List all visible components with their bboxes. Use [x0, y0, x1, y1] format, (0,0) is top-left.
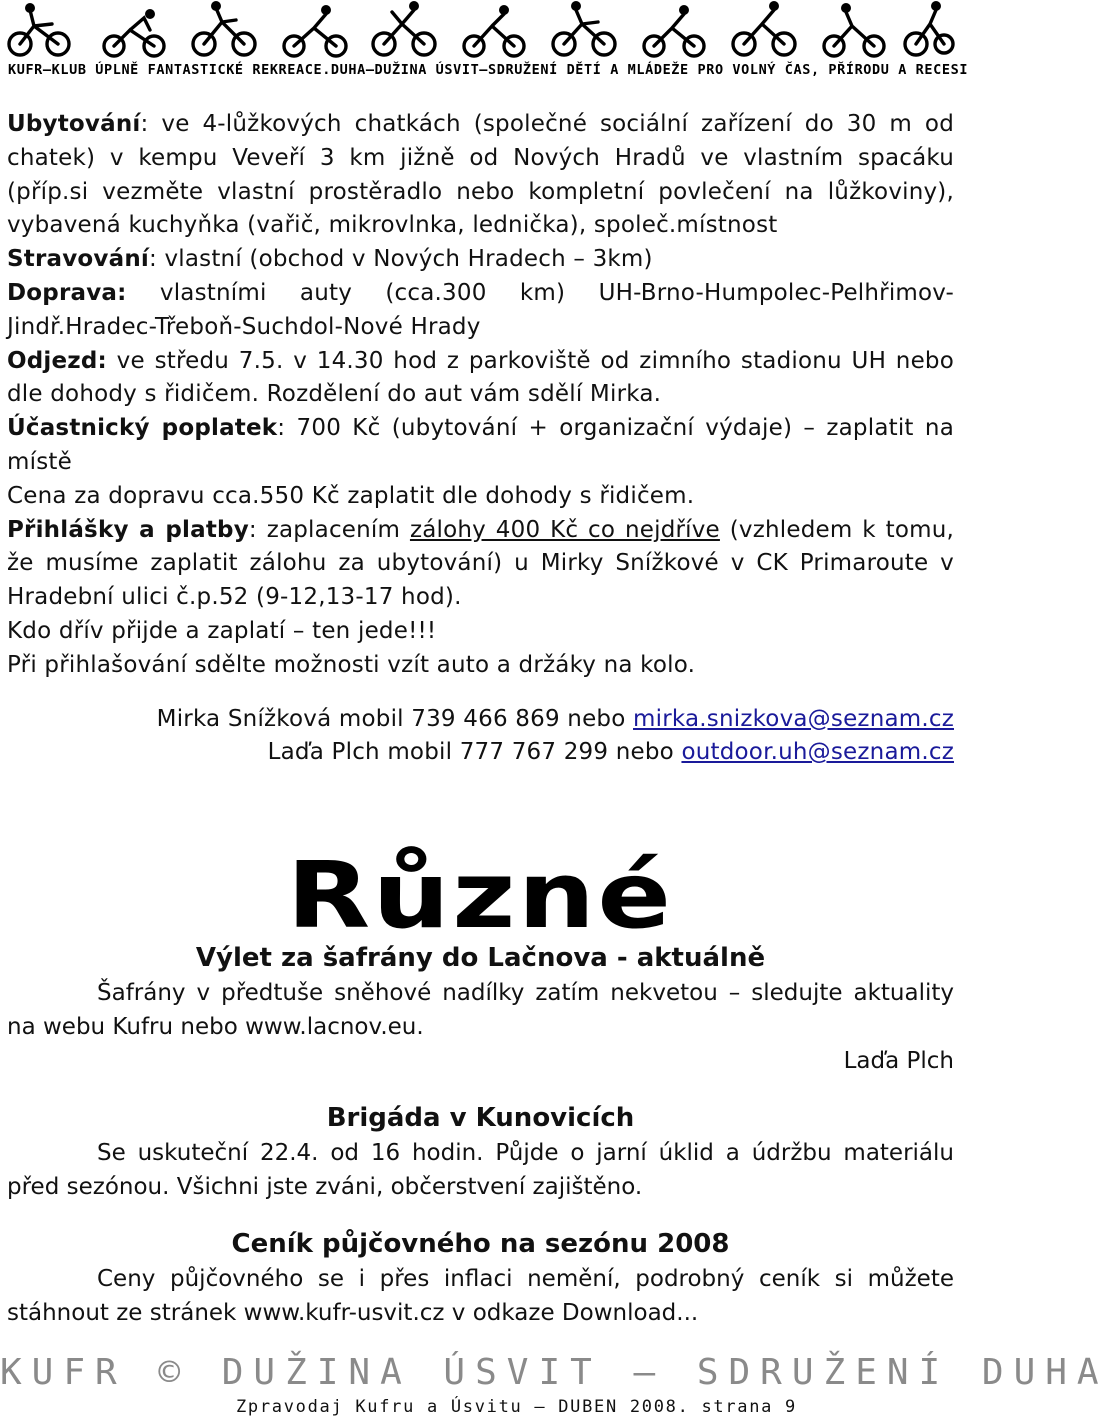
meals-label: Stravování: [7, 246, 149, 273]
registration-label: Přihlášky a platby: [7, 516, 249, 543]
registration-hint: Při přihlašování sdělte možnosti vzít auto a držáky na kolo.: [7, 651, 696, 678]
registration-paragraph: [7, 514, 954, 615]
section-heading-ruzne: Různé: [286, 842, 674, 949]
fee-text: : 700 Kč (ubytování + organizační výdaje) – zaplatit na místě: [7, 415, 954, 475]
saffron-trip-author: Laďa Plch: [843, 1048, 954, 1074]
deposit-note: zálohy 400 Kč co nejdříve: [409, 516, 720, 543]
accommodation-text: : ve 4-lůžkových chatkách (společné sociální zařízení do 30 m od chatek) v kempu Veveří 3 km jižně od Nových Hradů ve vlastním spacáku (příp.si vezměte vlastní prostěradlo nebo kompletní povlečení na lůžkoviny), vybavená kuchyňka (vařič, mikrovlnka, lednička), společ.místnost: [7, 111, 954, 239]
event-details: [7, 108, 954, 770]
fee-paragraph: [7, 412, 954, 480]
departure-paragraph: [7, 345, 954, 413]
contact-mirka-text: Mirka Snížková mobil 739 466 869 nebo: [156, 705, 634, 732]
rental-prices-text: Ceny půjčovného se i přes inflaci nemění, podrobný ceník si můžete stáhnout ze stránek www.kufr-usvit.cz v odkaze Download...: [7, 1266, 954, 1326]
cyclists-banner-icon: [4, 0, 956, 60]
registration-pre: : zaplacením: [248, 516, 410, 543]
rental-prices-title: Ceník půjčovného na sezónu 2008: [231, 1229, 730, 1259]
rental-prices-section: [7, 1226, 954, 1330]
page-header: [0, 0, 969, 90]
brigade-text: Se uskuteční 22.4. od 16 hodin. Půjde o jarní úklid a údržbu materiálu před sezónou. Všichni jste zváni, občerstvení zajištěno.: [7, 1140, 954, 1200]
transport-paragraph: [7, 277, 954, 345]
fee-label: Účastnický poplatek: [7, 415, 278, 442]
transport-cost: Cena za dopravu cca.550 Kč zaplatit dle dohody s řidičem.: [7, 482, 695, 509]
contact-lada-email-link[interactable]: outdoor.uh@seznam.cz: [681, 739, 954, 766]
accommodation-paragraph: [7, 108, 954, 243]
contact-lada-text: Laďa Plch mobil 777 767 299 nebo: [267, 739, 682, 766]
accommodation-label: Ubytování: [7, 111, 141, 137]
transport-text: vlastními auty (cca.300 km) UH-Brno-Humpolec-Pelhřimov-Jindř.Hradec-Třeboň-Suchdol-Nové Hrady: [7, 279, 954, 340]
transport-label: Doprava:: [7, 279, 127, 306]
footer-brand: KUFR © DUŽINA ÚSVIT – SDRUŽENÍ DUHA: [0, 1352, 1109, 1393]
saffron-trip-title: Výlet za šafrány do Lačnova - aktuálně: [195, 943, 766, 973]
departure-label: Odjezd:: [7, 347, 107, 374]
meals-paragraph: [7, 243, 954, 277]
meals-text: : vlastní (obchod v Nových Hradech – 3km): [149, 246, 653, 273]
brigade-section: [7, 1100, 954, 1204]
saffron-trip-text: Šafrány v předtuše sněhové nadílky zatím nekvetou – sledujte aktuality na webu Kufru nebo www.lacnov.eu.: [7, 980, 954, 1040]
first-come-note: Kdo dřív přijde a zaplatí – ten jede!!!: [7, 617, 437, 644]
brigade-title: Brigáda v Kunovicích: [326, 1103, 635, 1133]
header-tagline: KUFR–KLUB ÚPLNĚ FANTASTICKÉ REKREACE.DUHA–DUŽINA ÚSVIT–SDRUŽENÍ DĚTÍ A MLÁDEŽE PRO VOLNÝ ČAS, PŘÍRODU A RECESI: [8, 62, 969, 78]
contact-mirka-email-link[interactable]: mirka.snizkova@seznam.cz: [633, 705, 954, 732]
saffron-trip-section: [7, 940, 954, 1078]
footer-issue-page: Zpravodaj Kufru a Úsvitu – DUBEN 2008. strana 9: [236, 1397, 797, 1417]
contact-lada: [7, 736, 954, 770]
registration-post: (vzhledem k tomu, že musíme zaplatit zálohu za ubytování) u Mirky Snížkové v CK Primaroute v Hradební ulici č.p.52 (9-12,13-17 hod).: [7, 516, 955, 611]
contact-mirka: [7, 703, 954, 737]
departure-text: ve středu 7.5. v 14.30 hod z parkoviště od zimního stadionu UH nebo dle dohody s řidičem. Rozdělení do aut vám sdělí Mirka.: [7, 347, 954, 408]
